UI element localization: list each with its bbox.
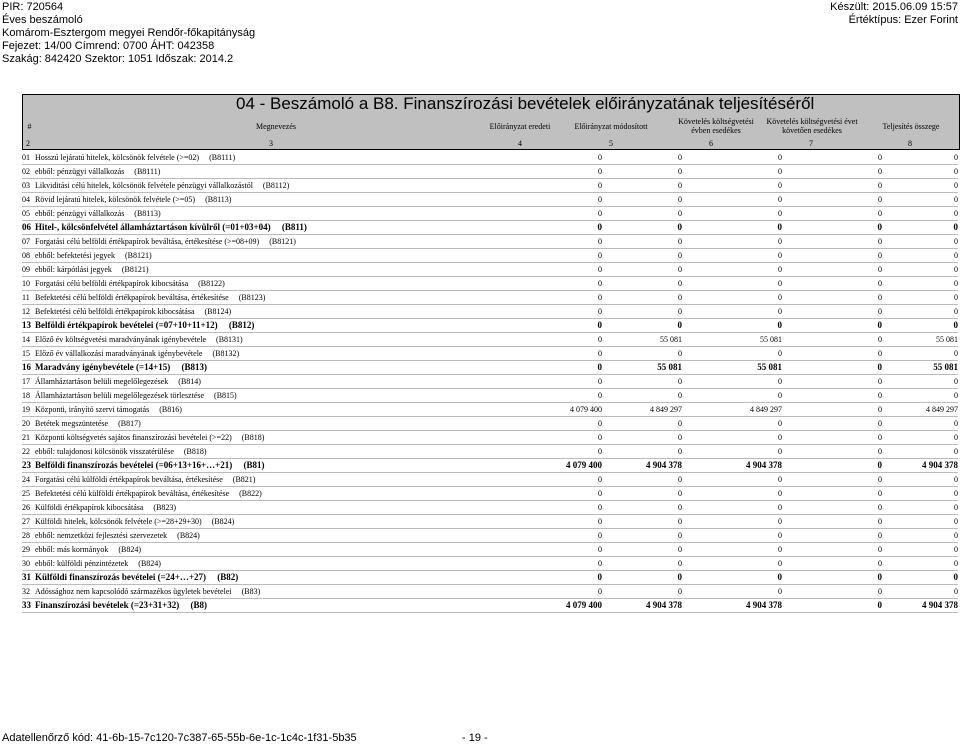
value-original: 4 079 400: [566, 460, 602, 470]
data-table-body: [22, 151, 958, 613]
value-performance: 4 849 297: [926, 405, 958, 414]
row-number: 12: [22, 307, 30, 316]
value-claim-year: 4 904 378: [746, 460, 782, 470]
value-original: 0: [597, 362, 602, 372]
value-modified: 0: [678, 153, 682, 162]
value-modified: 0: [678, 489, 682, 498]
value-claim-after: 0: [878, 251, 882, 260]
value-original: 0: [597, 222, 602, 232]
table-row: [22, 277, 958, 291]
value-modified: 4 849 297: [650, 405, 682, 414]
value-claim-year: 0: [777, 572, 782, 582]
value-claim-after: 0: [878, 587, 882, 596]
value-performance: 0: [954, 489, 958, 498]
row-label: Befektetési célú belföldi értékpapírok beváltása, értékesítése (B8123): [35, 293, 266, 302]
value-modified: 0: [678, 251, 682, 260]
value-claim-year: 4 904 378: [746, 600, 782, 610]
row-number: 22: [22, 447, 30, 456]
row-label: Külföldi finanszírozás bevételei (=24+…+27) (B82): [35, 572, 239, 582]
value-performance: 0: [954, 447, 958, 456]
value-performance: 0: [954, 391, 958, 400]
value-modified: 0: [678, 433, 682, 442]
row-label: Forgatási célú belföldi értékpapírok kibocsátása (B8122): [35, 279, 225, 288]
table-row: [22, 361, 958, 375]
row-number: 06: [22, 222, 31, 232]
row-number: 02: [22, 167, 30, 176]
row-label: Forgatási célú belföldi értékpapírok beváltása, értékesítése (>=08+09) (B8121): [35, 237, 296, 246]
value-claim-year: 0: [778, 195, 782, 204]
row-label: ebből: tulajdonosi kölcsönök visszatérülése (B818): [35, 447, 207, 456]
value-original: 0: [598, 307, 602, 316]
table-row: [22, 333, 958, 347]
table-row: [22, 529, 958, 543]
value-claim-after: 0: [877, 320, 882, 330]
value-claim-year: 0: [778, 237, 782, 246]
value-claim-year: 0: [778, 307, 782, 316]
value-claim-year: 0: [778, 153, 782, 162]
value-claim-after: 0: [878, 237, 882, 246]
row-number: 26: [22, 503, 30, 512]
row-number: 05: [22, 209, 30, 218]
value-performance: 55 081: [933, 362, 958, 372]
value-claim-after: 0: [878, 335, 882, 344]
table-row: [22, 557, 958, 571]
row-number: 25: [22, 489, 30, 498]
col-claim-year: Követelés költségvetési évben esedékes: [678, 117, 754, 135]
value-original: 0: [598, 545, 602, 554]
value-performance: 0: [954, 433, 958, 442]
table-row: [22, 305, 958, 319]
table-row: [22, 263, 958, 277]
value-original: 0: [598, 195, 602, 204]
row-number: 03: [22, 181, 30, 190]
verification-code: Adatellenőrző kód: 41-6b-15-7c120-7c387-65-55b-6e-1c-1c4c-1f31-5b35: [2, 732, 357, 744]
row-label: Államháztartáson belüli megelőlegezések törlesztése (B815): [35, 391, 237, 400]
value-modified: 0: [678, 517, 682, 526]
col-hash: #: [27, 121, 32, 131]
value-performance: 0: [954, 349, 958, 358]
row-label: ebből: pénzügyi vállalkozás (B8111): [35, 167, 161, 176]
value-claim-year: 0: [778, 377, 782, 386]
value-claim-after: 0: [878, 167, 882, 176]
row-number: 10: [22, 279, 30, 288]
value-modified: 0: [678, 503, 682, 512]
value-performance: 0: [954, 587, 958, 596]
row-label: Belföldi értékpapírok bevételei (=07+10+11+12) (B812): [35, 320, 255, 330]
row-number: 28: [22, 531, 30, 540]
row-label: Hitel-, kölcsönfelvétel államháztartáson kívülről (=01+03+04) (B811): [35, 222, 307, 232]
value-original: 0: [598, 475, 602, 484]
value-claim-after: 0: [878, 489, 882, 498]
value-claim-after: 0: [878, 475, 882, 484]
row-number: 04: [22, 195, 30, 204]
value-claim-year: 0: [777, 320, 782, 330]
value-performance: 0: [953, 222, 958, 232]
value-modified: 0: [678, 237, 682, 246]
value-claim-year: 0: [778, 279, 782, 288]
row-number: 18: [22, 391, 30, 400]
value-original: 0: [598, 167, 602, 176]
value-claim-after: 0: [877, 572, 882, 582]
row-label: Hosszú lejáratú hitelek, kölcsönök felvétele (>=02) (B8111): [35, 153, 236, 162]
row-number: 27: [22, 517, 30, 526]
col-number: 8: [908, 139, 912, 148]
report-header-left: [2, 1, 402, 66]
value-claim-after: 0: [878, 307, 882, 316]
row-number: 33: [22, 600, 31, 610]
row-number: 15: [22, 349, 30, 358]
value-performance: 0: [954, 167, 958, 176]
value-claim-after: 0: [878, 377, 882, 386]
value-original: 0: [598, 559, 602, 568]
value-performance: 0: [954, 307, 958, 316]
col-number: 2: [26, 139, 30, 148]
table-row: [22, 151, 958, 165]
row-number: 11: [22, 293, 30, 302]
value-performance: 0: [954, 475, 958, 484]
row-number: 20: [22, 419, 30, 428]
row-label: Likviditási célú hitelek, kölcsönök felvétele pénzügyi vállalkozástól (B8112): [35, 181, 290, 190]
table-row: [22, 221, 958, 235]
value-modified: 0: [678, 349, 682, 358]
value-claim-year: 0: [778, 517, 782, 526]
value-claim-year: 0: [778, 209, 782, 218]
value-claim-after: 0: [878, 503, 882, 512]
table-row: [22, 375, 958, 389]
value-performance: 0: [954, 545, 958, 554]
table-row: [22, 403, 958, 417]
value-performance: 0: [954, 181, 958, 190]
report-type: Éves beszámoló: [2, 14, 83, 26]
value-modified: 0: [678, 391, 682, 400]
col-original: Előirányzat eredeti: [489, 121, 551, 131]
row-label: Befektetési célú külföldi értékpapírok beváltása, értékesítése (B822): [35, 489, 262, 498]
row-label: Befektetési célú belföldi értékpapírok kibocsátása (B8124): [35, 307, 232, 316]
value-modified: 0: [678, 475, 682, 484]
value-modified: 55 081: [657, 362, 682, 372]
value-performance: 0: [954, 559, 958, 568]
table-row: [22, 431, 958, 445]
value-original: 0: [598, 489, 602, 498]
value-modified: 0: [678, 279, 682, 288]
value-original: 0: [598, 209, 602, 218]
column-number-row: [22, 138, 960, 150]
table-row: [22, 571, 958, 585]
value-original: 0: [597, 320, 602, 330]
value-claim-after: 0: [878, 517, 882, 526]
row-label: Előző év költségvetési maradványának igénybevétele (B8131): [35, 335, 243, 344]
report-header-right: [658, 1, 958, 27]
value-modified: 0: [678, 587, 682, 596]
value-modified: 0: [678, 167, 682, 176]
value-claim-after: 0: [878, 391, 882, 400]
table-row: [22, 445, 958, 459]
row-label: ebből: kárpótlási jegyek (B8121): [35, 265, 149, 274]
value-claim-after: 0: [877, 222, 882, 232]
value-modified: 0: [677, 572, 682, 582]
table-row: [22, 487, 958, 501]
value-modified: 0: [678, 419, 682, 428]
value-claim-year: 55 081: [760, 335, 782, 344]
row-label: Központi költségvetés sajátos finanszírozási bevételei (>=22) (B818): [35, 433, 265, 442]
pir-label: PIR: 720564: [2, 1, 64, 13]
value-claim-year: 0: [778, 181, 782, 190]
value-claim-year: 0: [778, 349, 782, 358]
value-modified: 0: [678, 377, 682, 386]
row-label: Központi, irányító szervi támogatás (B816): [35, 405, 182, 414]
table-row: [22, 193, 958, 207]
row-number: 21: [22, 433, 30, 442]
value-original: 0: [598, 251, 602, 260]
table-row: [22, 417, 958, 431]
value-performance: 4 904 378: [922, 460, 958, 470]
value-claim-after: 0: [877, 600, 882, 610]
value-claim-after: 0: [878, 195, 882, 204]
value-modified: 0: [677, 320, 682, 330]
value-claim-after: 0: [878, 293, 882, 302]
value-claim-year: 0: [778, 167, 782, 176]
table-column-header: [22, 114, 960, 138]
value-performance: 0: [954, 419, 958, 428]
value-claim-after: 0: [878, 447, 882, 456]
table-row: [22, 291, 958, 305]
value-performance: 0: [953, 320, 958, 330]
value-claim-after: 0: [878, 265, 882, 274]
row-label: Belföldi finanszírozás bevételei (=06+13+16+…+21) (B81): [35, 460, 265, 470]
value-performance: 0: [954, 293, 958, 302]
table-row: [22, 585, 958, 599]
value-original: 0: [597, 572, 602, 582]
value-claim-after: 0: [878, 209, 882, 218]
value-claim-year: 0: [778, 587, 782, 596]
row-number: 16: [22, 362, 31, 372]
value-claim-year: 0: [778, 531, 782, 540]
value-claim-year: 0: [778, 391, 782, 400]
value-original: 0: [598, 377, 602, 386]
table-row: [22, 389, 958, 403]
value-modified: 0: [678, 265, 682, 274]
value-claim-year: 55 081: [757, 362, 782, 372]
row-label: Forgatási célú külföldi értékpapírok beváltása, értékesítése (B821): [35, 475, 256, 484]
row-number: 24: [22, 475, 30, 484]
value-claim-after: 0: [878, 279, 882, 288]
row-label: ebből: más kormányok (B824): [35, 545, 141, 554]
value-claim-after: 0: [878, 181, 882, 190]
value-claim-year: 0: [778, 503, 782, 512]
value-claim-year: 0: [778, 545, 782, 554]
row-label: Maradvány igénybevétele (=14+15) (B813): [35, 362, 207, 372]
chapter-info: Fejezet: 14/00 Címrend: 0700 ÁHT: 042358: [2, 40, 215, 52]
table-row: [22, 249, 958, 263]
row-label: Betétek megszüntetése (B817): [35, 419, 141, 428]
table-row: [22, 515, 958, 529]
page-number: - 19 -: [462, 732, 488, 744]
value-modified: 0: [678, 293, 682, 302]
value-original: 0: [598, 391, 602, 400]
value-modified: 55 081: [660, 335, 682, 344]
value-original: 0: [598, 335, 602, 344]
row-number: 29: [22, 545, 30, 554]
table-row: [22, 501, 958, 515]
col-number: 3: [269, 139, 273, 148]
value-claim-year: 0: [778, 475, 782, 484]
row-number: 31: [22, 572, 31, 582]
value-modified: 4 904 378: [646, 600, 682, 610]
value-claim-after: 0: [878, 349, 882, 358]
value-performance: 0: [954, 265, 958, 274]
value-modified: 0: [678, 181, 682, 190]
value-original: 0: [598, 153, 602, 162]
value-claim-year: 0: [778, 293, 782, 302]
value-claim-year: 0: [778, 265, 782, 274]
row-number: 08: [22, 251, 30, 260]
col-number: 6: [709, 139, 713, 148]
value-modified: 0: [678, 545, 682, 554]
value-claim-after: 0: [878, 545, 882, 554]
row-number: 23: [22, 460, 31, 470]
row-number: 01: [22, 153, 30, 162]
value-modified: 4 904 378: [646, 460, 682, 470]
row-label: ebből: külföldi pénzintézetek (B824): [35, 559, 161, 568]
value-performance: 0: [954, 209, 958, 218]
value-claim-year: 0: [778, 433, 782, 442]
value-claim-after: 0: [878, 531, 882, 540]
value-performance: 0: [954, 237, 958, 246]
row-label: ebből: nemzetközi fejlesztési szervezetek (B824): [35, 531, 200, 540]
value-claim-year: 0: [777, 222, 782, 232]
col-number: 4: [518, 139, 522, 148]
row-number: 32: [22, 587, 30, 596]
value-original: 4 079 400: [566, 600, 602, 610]
table-row: [22, 543, 958, 557]
table-row: [22, 319, 958, 333]
table-row: [22, 165, 958, 179]
value-claim-year: 4 849 297: [750, 405, 782, 414]
row-label: Államháztartáson belüli megelőlegezések (B814): [35, 377, 201, 386]
value-performance: 0: [954, 531, 958, 540]
value-modified: 0: [678, 559, 682, 568]
value-claim-after: 0: [878, 559, 882, 568]
value-claim-after: 0: [878, 433, 882, 442]
value-performance: 0: [954, 517, 958, 526]
value-claim-year: 0: [778, 251, 782, 260]
value-claim-after: 0: [878, 419, 882, 428]
value-original: 0: [598, 531, 602, 540]
col-claim-after: Követelés költségvetési évet követően esedékes: [766, 117, 858, 135]
value-claim-year: 0: [778, 489, 782, 498]
value-modified: 0: [677, 222, 682, 232]
organization-name: Komárom-Esztergom megyei Rendőr-főkapitányság: [2, 27, 256, 39]
row-number: 19: [22, 405, 30, 414]
table-row: [22, 235, 958, 249]
row-label: Finanszírozási bevételek (=23+31+32) (B8): [35, 600, 207, 610]
row-label: ebből: befektetési jegyek (B8121): [35, 251, 152, 260]
row-label: Rövid lejáratú hitelek, kölcsönök felvétele (>=05) (B8113): [35, 195, 232, 204]
value-performance: 55 081: [936, 335, 958, 344]
value-modified: 0: [678, 195, 682, 204]
table-row: [22, 179, 958, 193]
value-original: 0: [598, 433, 602, 442]
value-original: 4 079 400: [570, 405, 602, 414]
value-original: 0: [598, 349, 602, 358]
row-label: Előző év vállalkozási maradványának igénybevétele (B8132): [35, 349, 240, 358]
value-original: 0: [598, 447, 602, 456]
row-number: 09: [22, 265, 30, 274]
value-original: 0: [598, 419, 602, 428]
row-label: Külföldi hitelek, kölcsönök felvétele (>=28+29+30) (B824): [35, 517, 235, 526]
value-modified: 0: [678, 209, 682, 218]
value-original: 0: [598, 237, 602, 246]
value-performance: 4 904 378: [922, 600, 958, 610]
col-number: 5: [609, 139, 613, 148]
value-type: Értéktípus: Ezer Forint: [848, 14, 958, 26]
value-performance: 0: [954, 251, 958, 260]
created-timestamp: Készült: 2015.06.09 15:57: [830, 1, 958, 13]
value-original: 0: [598, 293, 602, 302]
value-claim-year: 0: [778, 447, 782, 456]
table-row: [22, 207, 958, 221]
page-title: 04 - Beszámoló a B8. Finanszírozási bevételek előirányzatának teljesítéséről: [236, 94, 815, 113]
value-performance: 0: [954, 153, 958, 162]
table-row: [22, 459, 958, 473]
row-number: 07: [22, 237, 30, 246]
row-label: Adóssághoz nem kapcsolódó származékos ügyletek bevételei (B83): [35, 587, 261, 596]
col-performance: Teljesítés összege: [882, 121, 940, 131]
value-performance: 0: [954, 195, 958, 204]
value-original: 0: [598, 181, 602, 190]
col-number: 7: [809, 139, 813, 148]
value-modified: 0: [678, 447, 682, 456]
value-original: 0: [598, 265, 602, 274]
table-row: [22, 599, 958, 613]
row-number: 14: [22, 335, 30, 344]
table-row: [22, 347, 958, 361]
value-modified: 0: [678, 307, 682, 316]
sector-period-info: Szakág: 842420 Szektor: 1051 Időszak: 2014.2: [2, 53, 234, 65]
col-name: Megnevezés: [256, 121, 296, 131]
value-performance: 0: [953, 572, 958, 582]
value-original: 0: [598, 517, 602, 526]
value-claim-year: 0: [778, 559, 782, 568]
value-performance: 0: [954, 377, 958, 386]
col-modified: Előirányzat módosított: [574, 121, 648, 131]
value-claim-after: 0: [878, 153, 882, 162]
value-performance: 0: [954, 279, 958, 288]
value-claim-after: 0: [877, 362, 882, 372]
value-modified: 0: [678, 531, 682, 540]
value-claim-after: 0: [878, 405, 882, 414]
row-number: 30: [22, 559, 30, 568]
value-claim-after: 0: [877, 460, 882, 470]
row-number: 17: [22, 377, 30, 386]
table-row: [22, 473, 958, 487]
row-label: ebből: pénzügyi vállalkozás (B8113): [35, 209, 161, 218]
row-number: 13: [22, 320, 31, 330]
value-original: 0: [598, 587, 602, 596]
value-claim-year: 0: [778, 419, 782, 428]
value-original: 0: [598, 503, 602, 512]
value-performance: 0: [954, 503, 958, 512]
row-label: Külföldi értékpapírok kibocsátása (B823): [35, 503, 177, 512]
value-original: 0: [598, 279, 602, 288]
